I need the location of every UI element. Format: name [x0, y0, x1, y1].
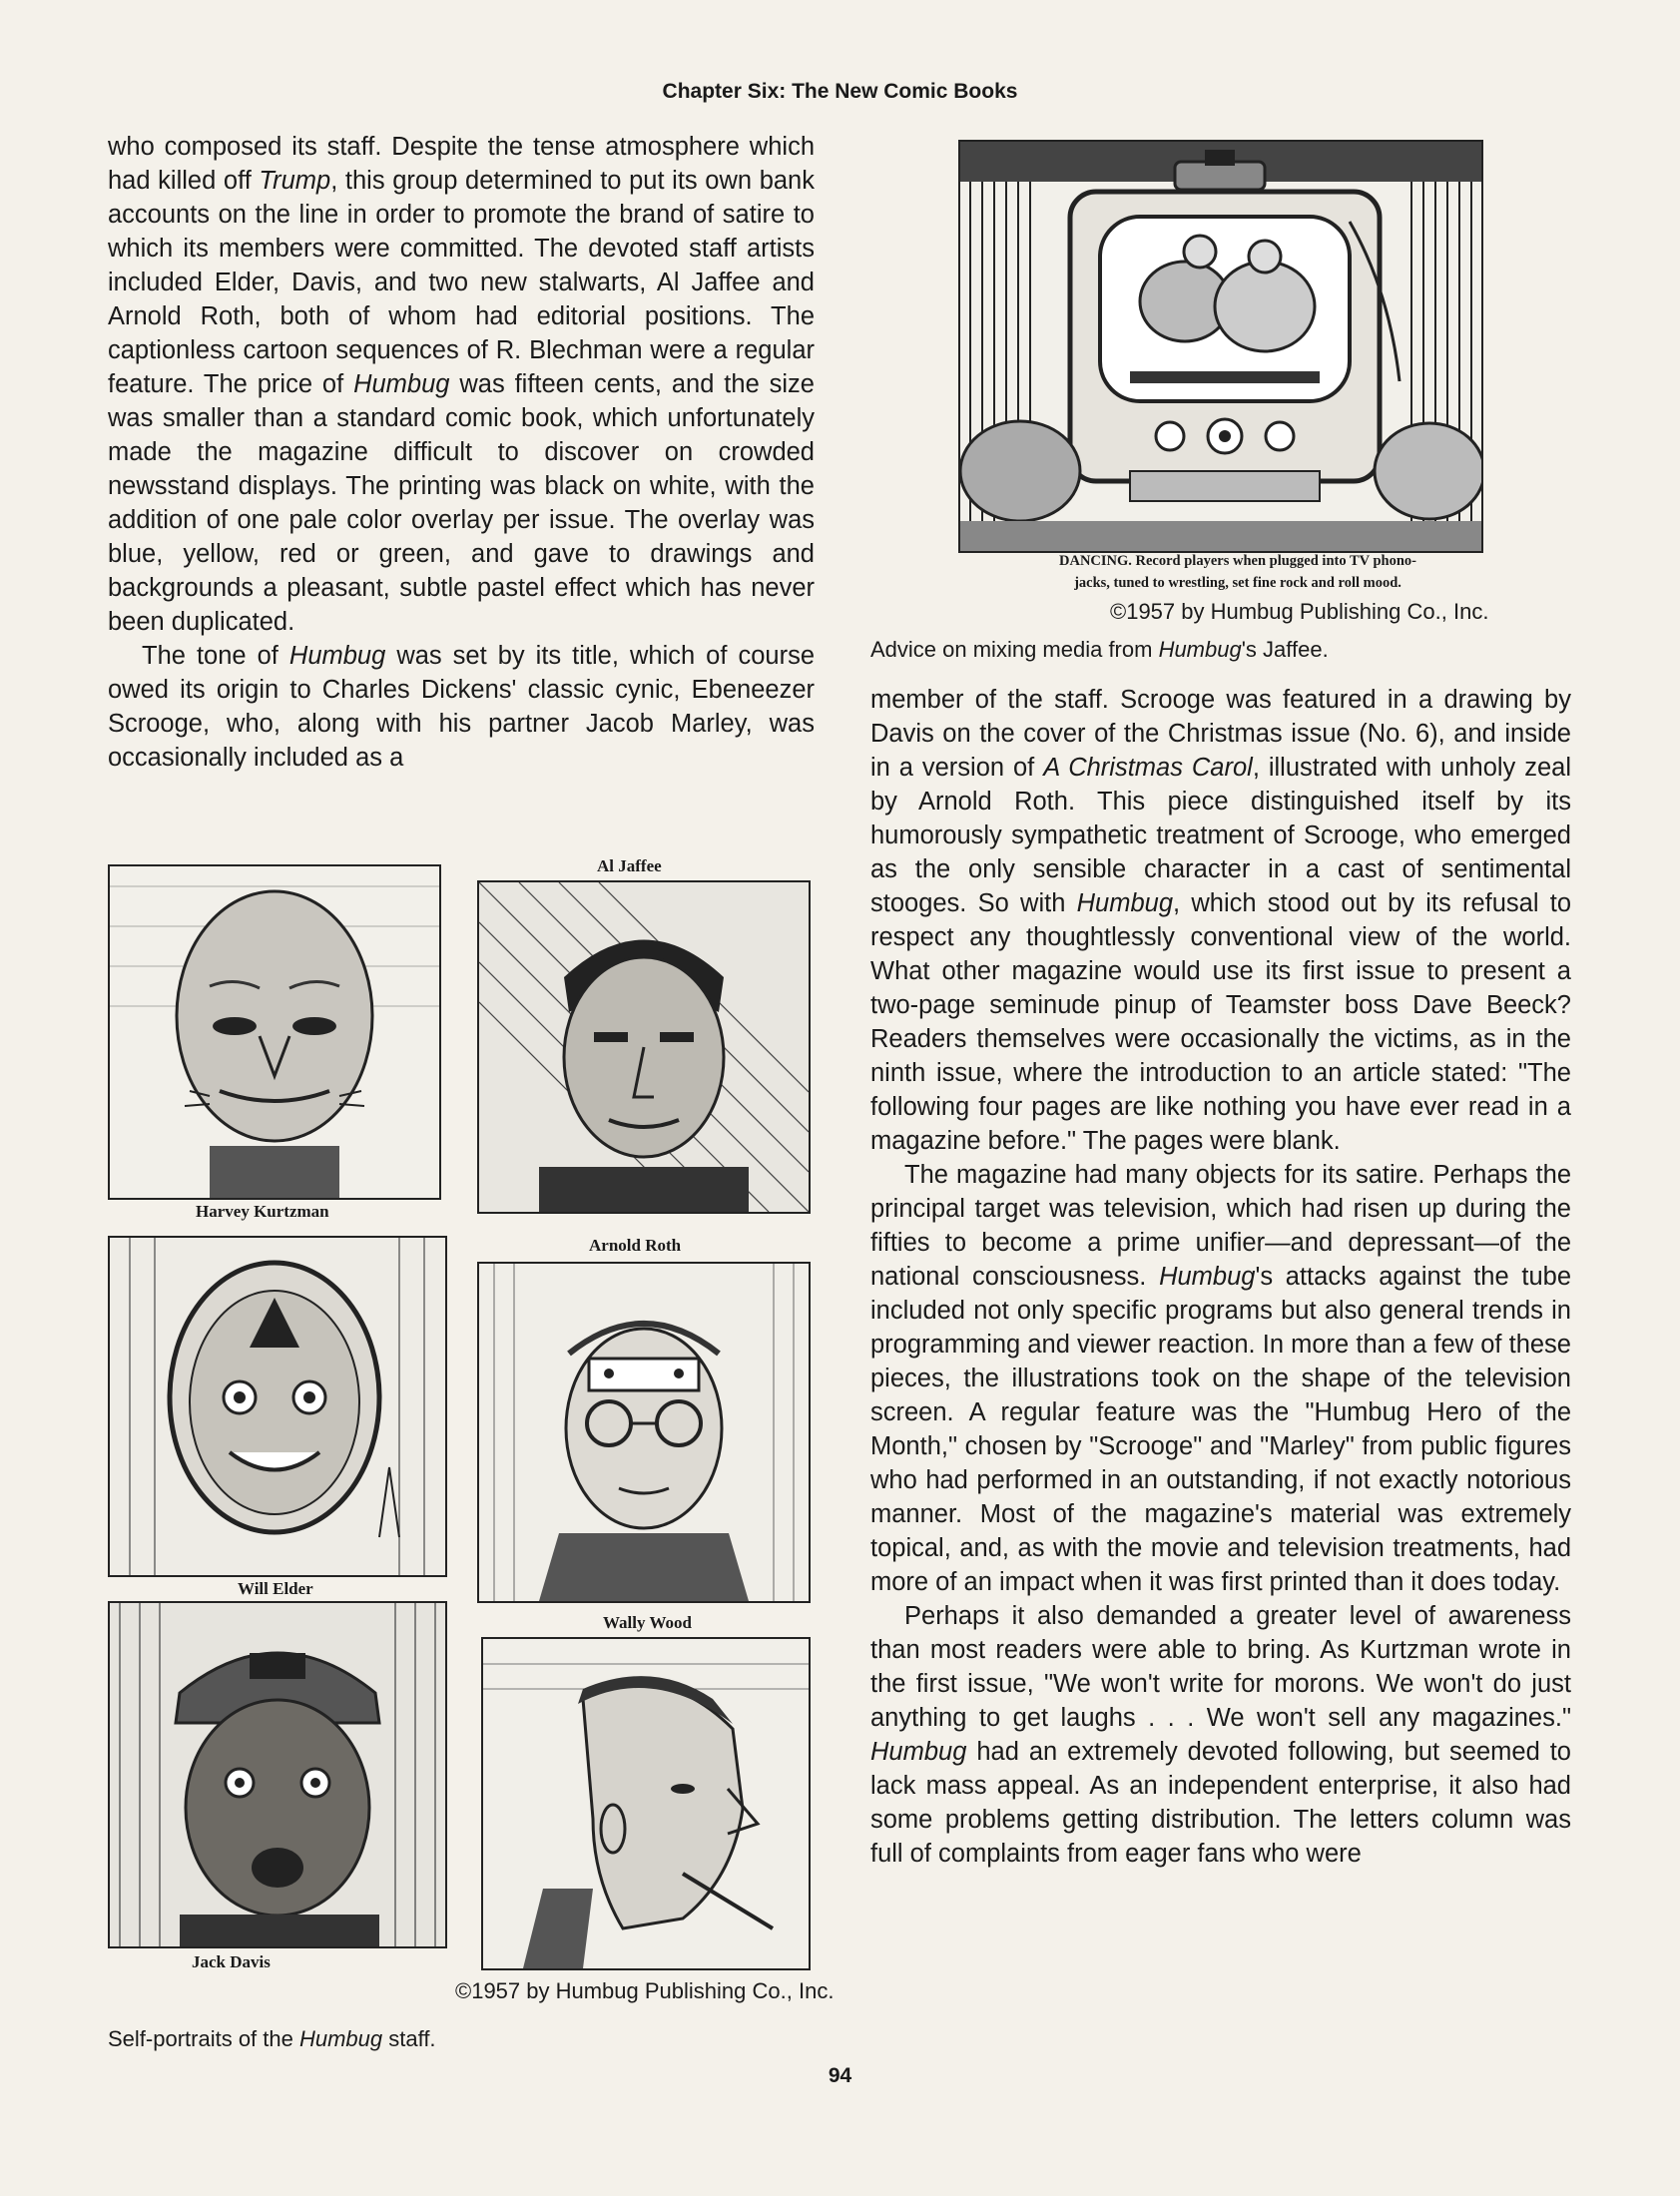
- portraits-caption: Self-portraits of the Humbug staff.: [108, 2026, 436, 2051]
- profile-face-illustration: [483, 1639, 809, 1968]
- portrait-label-elder: Will Elder: [238, 1579, 313, 1598]
- portrait-jack-davis: [108, 1601, 447, 1948]
- portrait-label-wood: Wally Wood: [603, 1613, 692, 1632]
- left-column-text: [108, 130, 815, 775]
- glasses-face-illustration: [479, 1264, 809, 1601]
- portrait-harvey-kurtzman: [108, 864, 441, 1200]
- portrait-label-roth: Arnold Roth: [589, 1236, 682, 1255]
- portrait-label-jaffee: Al Jaffee: [597, 856, 662, 875]
- portrait-will-elder: [108, 1236, 447, 1577]
- portraits-credit: ©1957 by Humbug Publishing Co., Inc.: [455, 1978, 835, 2003]
- hatched-face-illustration: [479, 882, 809, 1212]
- bald-face-illustration: [110, 866, 439, 1198]
- portrait-wally-wood: [481, 1637, 811, 1970]
- paragraph-awareness: Perhaps it also demanded a greater level of awareness than most readers were able to bring. As Kurtzman wrote in the first issue, "We won't write for morons. We won't do just anything to get laughs . . . We won't sell any magazines." Humbug had an extremely devoted following, but seemed to lack mass appeal. As an independent enterprise, it also had some problems getting distribution. The letters column was full of complaints from eager fans who were: [870, 1602, 1571, 1868]
- paragraph-television: The magazine had many objects for its satire. Perhaps the principal target was television, which had risen up during the fifties to become a prime unifier—and depressant—of the national consciousness. Humbug's attacks against the tube included not only specific programs but also general trends in programming and viewer reaction. In more than a few of these pieces, the illustrations took on the shape of the television screen. A regular feature was the "Humbug Hero of the Month," chosen by "Scrooge" and "Marley" from public figures who had performed in an outstanding, if not exactly notorious manner. Most of the magazine's material was extremely topical, and, as with the movie and television treatments, had more of an impact when it was first printed than it does today.: [870, 1161, 1571, 1596]
- tv-set-illustration: [960, 142, 1481, 551]
- tv-caption: Advice on mixing media from Humbug's Jaffee.: [870, 637, 1329, 662]
- mirror-face-illustration: [110, 1238, 445, 1575]
- page-number: 94: [828, 2064, 852, 2087]
- right-column-text: [870, 683, 1571, 1871]
- portrait-al-jaffee: [477, 880, 811, 1214]
- paragraph-scrooge: member of the staff. Scrooge was featured in a drawing by Davis on the cover of the Christmas issue (No. 6), and inside in a version of A Christmas Carol, illustrated with unholy zeal by Arnold Roth. This piece distinguished itself by its humorously sympathetic treatment of Scrooge, who emerged as the only sensible character in a cast of sentimental stooges. So with Humbug, which stood out by its refusal to respect any thoughtlessly conventional view of the world. What other magazine would use its first issue to present a two-page seminude pinup of Teamster boss Dave Beeck? Readers themselves were occasionally the victims, as in the ninth issue, where the introduction to an article stated: "The following four pages are like nothing you have ever read in a magazine before." The pages were blank.: [870, 686, 1571, 1155]
- paragraph-staff: who composed its staff. Despite the tense atmosphere which had killed off Trump, this group determined to put its own bank accounts on the line in order to promote the brand of satire to which its members were committed. The devoted staff artists included Elder, Davis, and two new stalwarts, Al Jaffee and Arnold Roth, both of whom had editorial positions. The captionless cartoon sequences of R. Blechman were a regular feature. The price of Humbug was fifteen cents, and the size was smaller than a standard comic book, which unfortunately made the magazine difficult to discover on crowded newsstand displays. The printing was black on white, with the addition of one pale color overlay per issue. The overlay was blue, yellow, red or green, and gave to drawings and backgrounds a pleasant, subtle pastel effect which has never been duplicated.: [108, 133, 815, 636]
- portrait-label-kurtzman: Harvey Kurtzman: [196, 1202, 329, 1221]
- cap-face-illustration: [110, 1603, 445, 1946]
- tv-credit: ©1957 by Humbug Publishing Co., Inc.: [1110, 599, 1489, 624]
- paragraph-tone: The tone of Humbug was set by its title, which of course owed its origin to Charles Dickens' classic cynic, Ebeneezer Scrooge, who, along with his partner Jacob Marley, was occasionally included as a: [108, 642, 816, 772]
- portrait-arnold-roth: [477, 1262, 811, 1603]
- portrait-label-davis: Jack Davis: [192, 1952, 271, 1971]
- tv-illustration-caption: DANCING. Record players when plugged into TV phono- jacks, tuned to wrestling, set fine rock and roll mood.: [1059, 553, 1416, 591]
- tv-wrestling-illustration: [958, 140, 1483, 553]
- running-head: Chapter Six: The New Comic Books: [662, 80, 1018, 103]
